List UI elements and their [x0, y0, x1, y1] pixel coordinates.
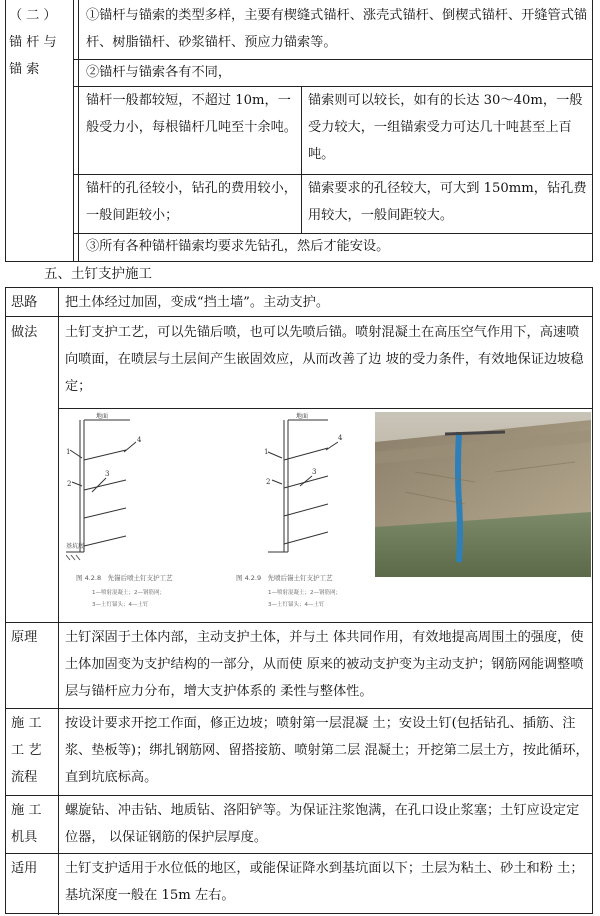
fig1-num-2: 2	[67, 480, 72, 488]
drilling-requirement-text: ③所有各种锚杆锚索均要求先钻孔，然后才能安设。	[86, 239, 390, 254]
row-label-approach: 思路	[11, 295, 38, 310]
anchor-rod-length-text: 锚杆一般都较短，不超过 10m，一般受力小，每根锚杆几吨至十余吨。	[86, 93, 297, 135]
anchor-rod-hole-text: 锚杆的孔径较小，钻孔的费用较小，一般间距较小；	[86, 181, 297, 223]
anchor-types-text: ①锚杆与锚索的类型多样，主要有楔缝式锚杆、涨壳式锚杆、倒楔式锚杆、开缝管式锚杆、树脂锚杆、砂浆锚杆、预应力锚索等。	[86, 8, 588, 50]
approach-text: 把土体经过加固，变成“挡土墙”。主动支护。	[65, 295, 330, 310]
fig2-ground: 地面	[296, 413, 309, 420]
section-title: 五、土钉支护施工	[44, 266, 152, 282]
fig1-base: 基坑底	[66, 543, 85, 550]
fig1-num-4: 4	[137, 436, 142, 444]
row-label-tools	[11, 797, 42, 851]
anchor-cable-hole-text: 锚索要求的孔径较大，可大到 150mm，钻孔费用较大，一般间距较大。	[308, 181, 587, 223]
fig2-legend-1: 1—喷射混凝土；2—钢筋网；	[268, 590, 341, 596]
fig2-num-2: 2	[266, 478, 271, 486]
anchor-cable-length-text: 锚索则可以较长，如有的长达 30～40m，一般受力较大，一组锚索受力可达几十吨甚至上百吨。	[308, 93, 583, 162]
tools-label-line-2: 机具	[11, 830, 38, 845]
fig1-legend-2: 3—土钉锚头；4—土钉	[92, 602, 149, 608]
fig1-num-3: 3	[105, 470, 110, 478]
fig2-caption: 图 4.2.9 先喷后锚土钉支护工艺	[236, 574, 333, 582]
section-label: （二）锚杆与锚索	[9, 8, 61, 77]
principle-text: 土钉深固于土体内部，主动支护土体，并与土 体共同作用，有效地提高周围土的强度，使土体加固变为支护结构的一部分，从而使 原来的被动支护变为主动支护；钢筋网能调整喷层与锚杆应力分布，增大支护体系的 柔性与整体性。	[65, 630, 584, 699]
anchor-difference-text: ②锚杆与锚索各有不同，	[86, 65, 232, 80]
fig2-legend-2: 3—土钉锚头；4—土钉	[268, 602, 325, 608]
process-label-line-1: 施 工	[11, 716, 42, 731]
soil-nail-table	[5, 287, 593, 914]
construction-site-photo	[375, 412, 591, 577]
fig2-num-4: 4	[338, 434, 343, 442]
process-label-line-2: 工 艺	[11, 743, 42, 758]
figure-1-diagram	[66, 412, 216, 620]
fig2-num-3: 3	[312, 468, 317, 476]
row-label-application: 适用	[11, 861, 38, 876]
tools-text: 螺旋钻、冲击钻、地质钻、洛阳铲等。为保证注浆饱满，在孔口设止浆塞；土钉应设定定位器， 以保证钢筋的保护层厚度。	[65, 803, 580, 845]
fig1-num-1: 1	[66, 448, 71, 456]
figure-2-diagram	[228, 412, 378, 620]
anchor-comparison-table	[5, 0, 593, 262]
fig1-ground: 地面	[96, 413, 109, 420]
fig2-num-1: 1	[264, 448, 269, 456]
row-label-principle: 原理	[11, 630, 38, 645]
fig1-caption: 图 4.2.8 先锚后喷土钉支护工艺	[76, 574, 173, 582]
row-label-method: 做法	[11, 325, 38, 340]
method-text: 土钉支护工艺，可以先锚后喷，也可以先喷后锚。喷射混凝土在高压空气作用下，高速喷向喷面，在喷层与土层间产生嵌固效应，从而改善了边 坡的受力条件，有效地保证边坡稳定；	[65, 325, 584, 394]
process-label-line-3: 流程	[11, 770, 38, 785]
row-label-process	[11, 710, 42, 791]
process-text: 按设计要求开挖工作面，修正边坡；喷射第一层混凝 土；安设土钉(包括钻孔、插筋、注浆、垫板等)；绑扎钢筋网、留搭接筋、喷射第二层 混凝土；开挖第二层土方，按此循环，直到坑底标高。	[65, 716, 589, 785]
tools-label-line-1: 施 工	[11, 803, 42, 818]
application-text: 土钉支护适用于水位低的地区，或能保证降水到基坑面以下；土层为粘土、砂土和粉 土；基坑深度一般在 15m 左右。	[65, 861, 584, 903]
fig1-legend-1: 1—喷射混凝土；2—钢筋网；	[92, 590, 165, 596]
